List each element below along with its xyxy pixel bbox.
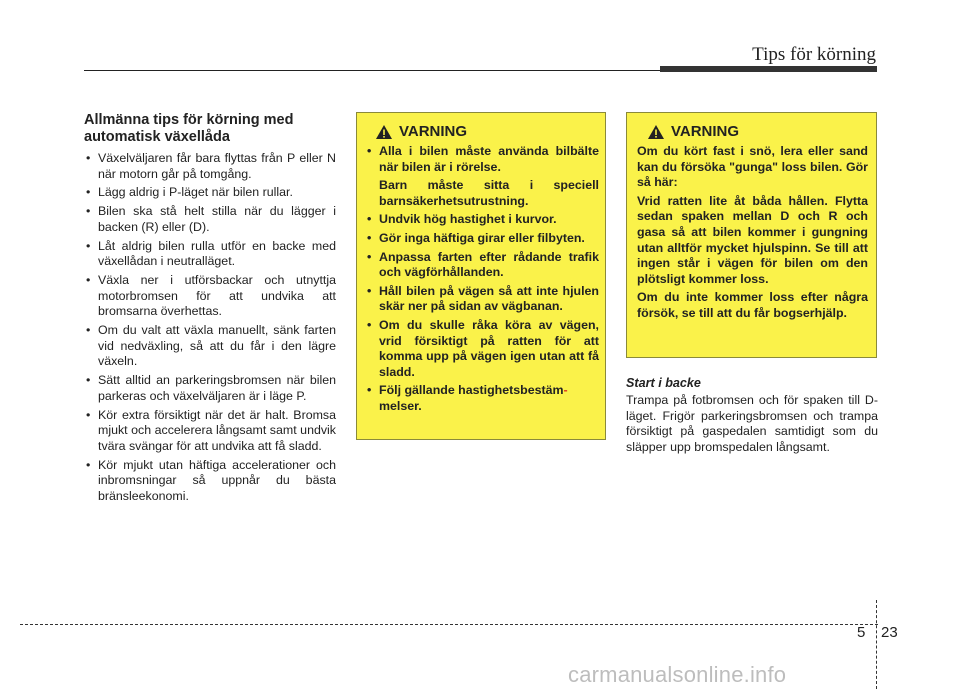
warning-title: [365, 123, 599, 140]
list-item: • Låt aldrig bilen rulla utför en backe med växellådan i neutralläget.: [84, 239, 336, 270]
list-item: [365, 144, 599, 209]
warning-box-1: [356, 112, 606, 440]
warning-title-text: VARNING: [671, 123, 740, 140]
list-item: • Gör inga häftiga girar eller filbyten.: [365, 231, 599, 247]
warning-item-text-cont: melser.: [379, 398, 422, 413]
hyphen-mark: -: [563, 383, 568, 398]
list-item: • Anpassa farten efter rådande trafik och vägförhållanden.: [365, 250, 599, 281]
warning-paragraph: Vrid ratten lite åt båda hållen. Flytta sedan spaken mellan D och R och gasa så att bilen kommer i gungning utan alltför mycket hjulspinn. Se till att ingen står i vägen för bilen om den plötsligt kommer loss.: [637, 193, 868, 286]
list-item: • Växla ner i utförsbackar och utnyttja motorbromsen för att undvika att bromsarna överhettas.: [84, 273, 336, 320]
tips-list: [84, 151, 336, 505]
warning-title: [637, 123, 868, 140]
list-item: • Håll bilen på vägen så att inte hjulen skär ner på sidan av vägbanan.: [365, 284, 599, 315]
header-rule: [84, 70, 684, 71]
warning-item-text: Alla i bilen måste använda bilbälte när bilen är i rörelse.: [379, 144, 599, 174]
chapter-number: 5: [857, 624, 866, 641]
list-item: • Om du skulle råka köra av vägen, vrid försiktigt på ratten för att komma upp på vägen igen utan att få sladd.: [365, 318, 599, 380]
section-heading: Allmänna tips för körning med automatisk växellåda: [84, 112, 294, 145]
warning-paragraph: Om du inte kommer loss efter några försök, se till att du får bogserhjälp.: [637, 290, 868, 320]
page-header-title: Tips för körning: [752, 44, 876, 65]
list-item: • Lägg aldrig i P-läget när bilen rullar.: [84, 185, 336, 201]
right-column-text: [626, 376, 878, 455]
watermark: carmanualsonline.info: [568, 662, 787, 687]
list-item: • Växelväljaren får bara flyttas från P eller N när motorn går på tomgång.: [84, 151, 336, 182]
sub-heading: Start i backe: [626, 376, 701, 390]
warning-box-2: [626, 112, 877, 358]
list-item: • Sätt alltid an parkeringsbromsen när bilen parkeras och växelväljaren är i läge P.: [84, 373, 336, 404]
list-item: • Kör mjukt utan häftiga accelerationer och inbromsningar så uppnår du bästa bränsleekonomi.: [84, 458, 336, 505]
header-rule-accent: [660, 66, 877, 72]
list-item: • Bilen ska stå helt stilla när du lägger i backen (R) eller (D).: [84, 204, 336, 235]
warning-paragraph: Om du kört fast i snö, lera eller sand kan du försöka "gunga" loss bilen. Gör så här:: [637, 144, 868, 190]
left-column: [84, 112, 336, 508]
warning-title-text: VARNING: [399, 123, 468, 140]
warning-item-text: Följ gällande hastighetsbestäm: [379, 383, 564, 398]
page-number: 23: [881, 624, 898, 641]
warning-icon: [375, 124, 393, 140]
body-paragraph: Trampa på fotbromsen och för spaken till D-läget. Frigör parkeringsbromsen och trampa försiktigt på gaspedalen samtidigt som du släpper upp bromspedalen långsamt.: [626, 393, 878, 454]
footer-divider: [876, 600, 877, 689]
warning-item-subtext: Barn måste sitta i speciell barnsäkerhetsutrustning.: [379, 178, 599, 208]
list-item: • Undvik hög hastighet i kurvor.: [365, 212, 599, 228]
footer-rule: [20, 624, 878, 625]
list-item: • Kör extra försiktigt när det är halt. Bromsa mjukt och accelerera långsamt samt undvik tvära svängar för att undvika att få sladd.: [84, 408, 336, 455]
warning-list: [365, 144, 599, 415]
list-item: [365, 383, 599, 414]
warning-icon: [647, 124, 665, 140]
list-item: • Om du valt att växla manuellt, sänk farten vid nedväxling, så att du får i den lägre växeln.: [84, 323, 336, 370]
